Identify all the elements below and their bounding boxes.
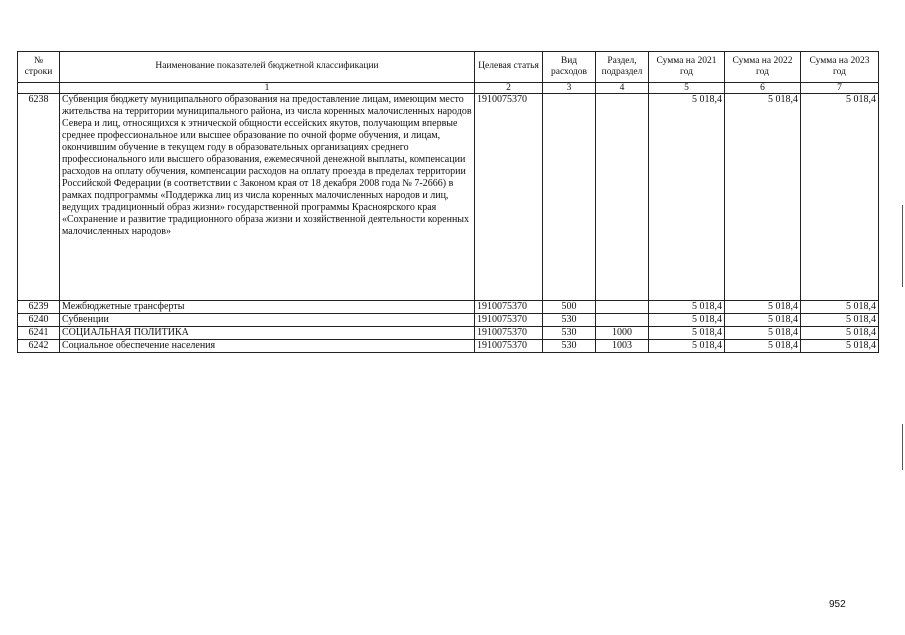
- scan-edge-line: [902, 424, 903, 470]
- column-number-cell: 2: [475, 83, 543, 94]
- row-name: Межбюджетные трансферты: [60, 301, 475, 314]
- budget-table: [17, 51, 879, 353]
- header-sum-2021: Сумма на 2021 год: [649, 52, 725, 83]
- row-sum-2022: 5 018,4: [725, 301, 801, 314]
- column-number-cell: 3: [543, 83, 596, 94]
- column-number-cell: 1: [60, 83, 475, 94]
- row-sum-2022: 5 018,4: [725, 94, 801, 301]
- header-section: Раздел, подраздел: [596, 52, 649, 83]
- row-expense-type: 530: [543, 314, 596, 327]
- table-row: [18, 327, 879, 340]
- row-sum-2023: 5 018,4: [801, 301, 879, 314]
- row-sum-2021: 5 018,4: [649, 340, 725, 353]
- column-number-cell: 6: [725, 83, 801, 94]
- column-number-cell: 4: [596, 83, 649, 94]
- column-number-cell: [18, 83, 60, 94]
- row-name: СОЦИАЛЬНАЯ ПОЛИТИКА: [60, 327, 475, 340]
- row-name: Социальное обеспечение населения: [60, 340, 475, 353]
- header-expense-type: Вид расходов: [543, 52, 596, 83]
- table-row: [18, 314, 879, 327]
- scan-edge-line: [902, 205, 903, 287]
- table-row: [18, 340, 879, 353]
- header-row: [18, 52, 879, 83]
- row-section: 1003: [596, 340, 649, 353]
- row-section: [596, 94, 649, 301]
- row-target: 1910075370: [475, 94, 543, 301]
- row-sum-2022: 5 018,4: [725, 314, 801, 327]
- column-number-cell: 5: [649, 83, 725, 94]
- row-section: [596, 314, 649, 327]
- row-sum-2023: 5 018,4: [801, 327, 879, 340]
- row-target: 1910075370: [475, 340, 543, 353]
- row-sum-2022: 5 018,4: [725, 327, 801, 340]
- table-row: [18, 94, 879, 301]
- row-target: 1910075370: [475, 314, 543, 327]
- header-name: Наименование показателей бюджетной классификации: [60, 52, 475, 83]
- row-sum-2021: 5 018,4: [649, 314, 725, 327]
- row-expense-type: 500: [543, 301, 596, 314]
- row-sum-2022: 5 018,4: [725, 340, 801, 353]
- row-number: 6238: [18, 94, 60, 301]
- column-number-row: [18, 83, 879, 94]
- row-expense-type: 530: [543, 340, 596, 353]
- header-sum-2023: Сумма на 2023 год: [801, 52, 879, 83]
- row-expense-type: [543, 94, 596, 301]
- row-target: 1910075370: [475, 301, 543, 314]
- row-sum-2023: 5 018,4: [801, 340, 879, 353]
- row-section: 1000: [596, 327, 649, 340]
- column-number-cell: 7: [801, 83, 879, 94]
- row-number: 6240: [18, 314, 60, 327]
- row-section: [596, 301, 649, 314]
- header-target: Целевая статья: [475, 52, 543, 83]
- row-name: Субвенции: [60, 314, 475, 327]
- row-number: 6241: [18, 327, 60, 340]
- row-sum-2021: 5 018,4: [649, 301, 725, 314]
- row-sum-2021: 5 018,4: [649, 94, 725, 301]
- row-sum-2021: 5 018,4: [649, 327, 725, 340]
- row-sum-2023: 5 018,4: [801, 314, 879, 327]
- row-target: 1910075370: [475, 327, 543, 340]
- row-sum-2023: 5 018,4: [801, 94, 879, 301]
- page-number: 952: [829, 599, 846, 610]
- row-number: 6239: [18, 301, 60, 314]
- row-name: Субвенция бюджету муниципального образования на предоставление лицам, имеющим место жительства на территории муниципального района, из числа коренных малочисленных народов Севера и лиц, относящихся к этнической общности ессейских якутов, получающим впервые среднее профессиональное или высшее образование по очной форме обучения, и лицам, окончившим обучение в текущем году в образовательных организациях среднего профессионального или высшего образования, ежемесячной денежной выплаты, компенсации расходов на оплату обучения, компенсации расходов на оплату проезда в пределах территории Российской Федерации (в соответствии с Законом края от 18 декабря 2008 года № 7-2666) в рамках подпрограммы «Поддержка лиц из числа коренных малочисленных народов и лиц, ведущих традиционный образ жизни» государственной программы Красноярского края «Сохранение и развитие традиционного образа жизни и хозяйственной деятельности коренных малочисленных народов»: [60, 94, 475, 301]
- header-sum-2022: Сумма на 2022 год: [725, 52, 801, 83]
- row-expense-type: 530: [543, 327, 596, 340]
- table-row: [18, 301, 879, 314]
- header-row-no: № строки: [18, 52, 60, 83]
- row-number: 6242: [18, 340, 60, 353]
